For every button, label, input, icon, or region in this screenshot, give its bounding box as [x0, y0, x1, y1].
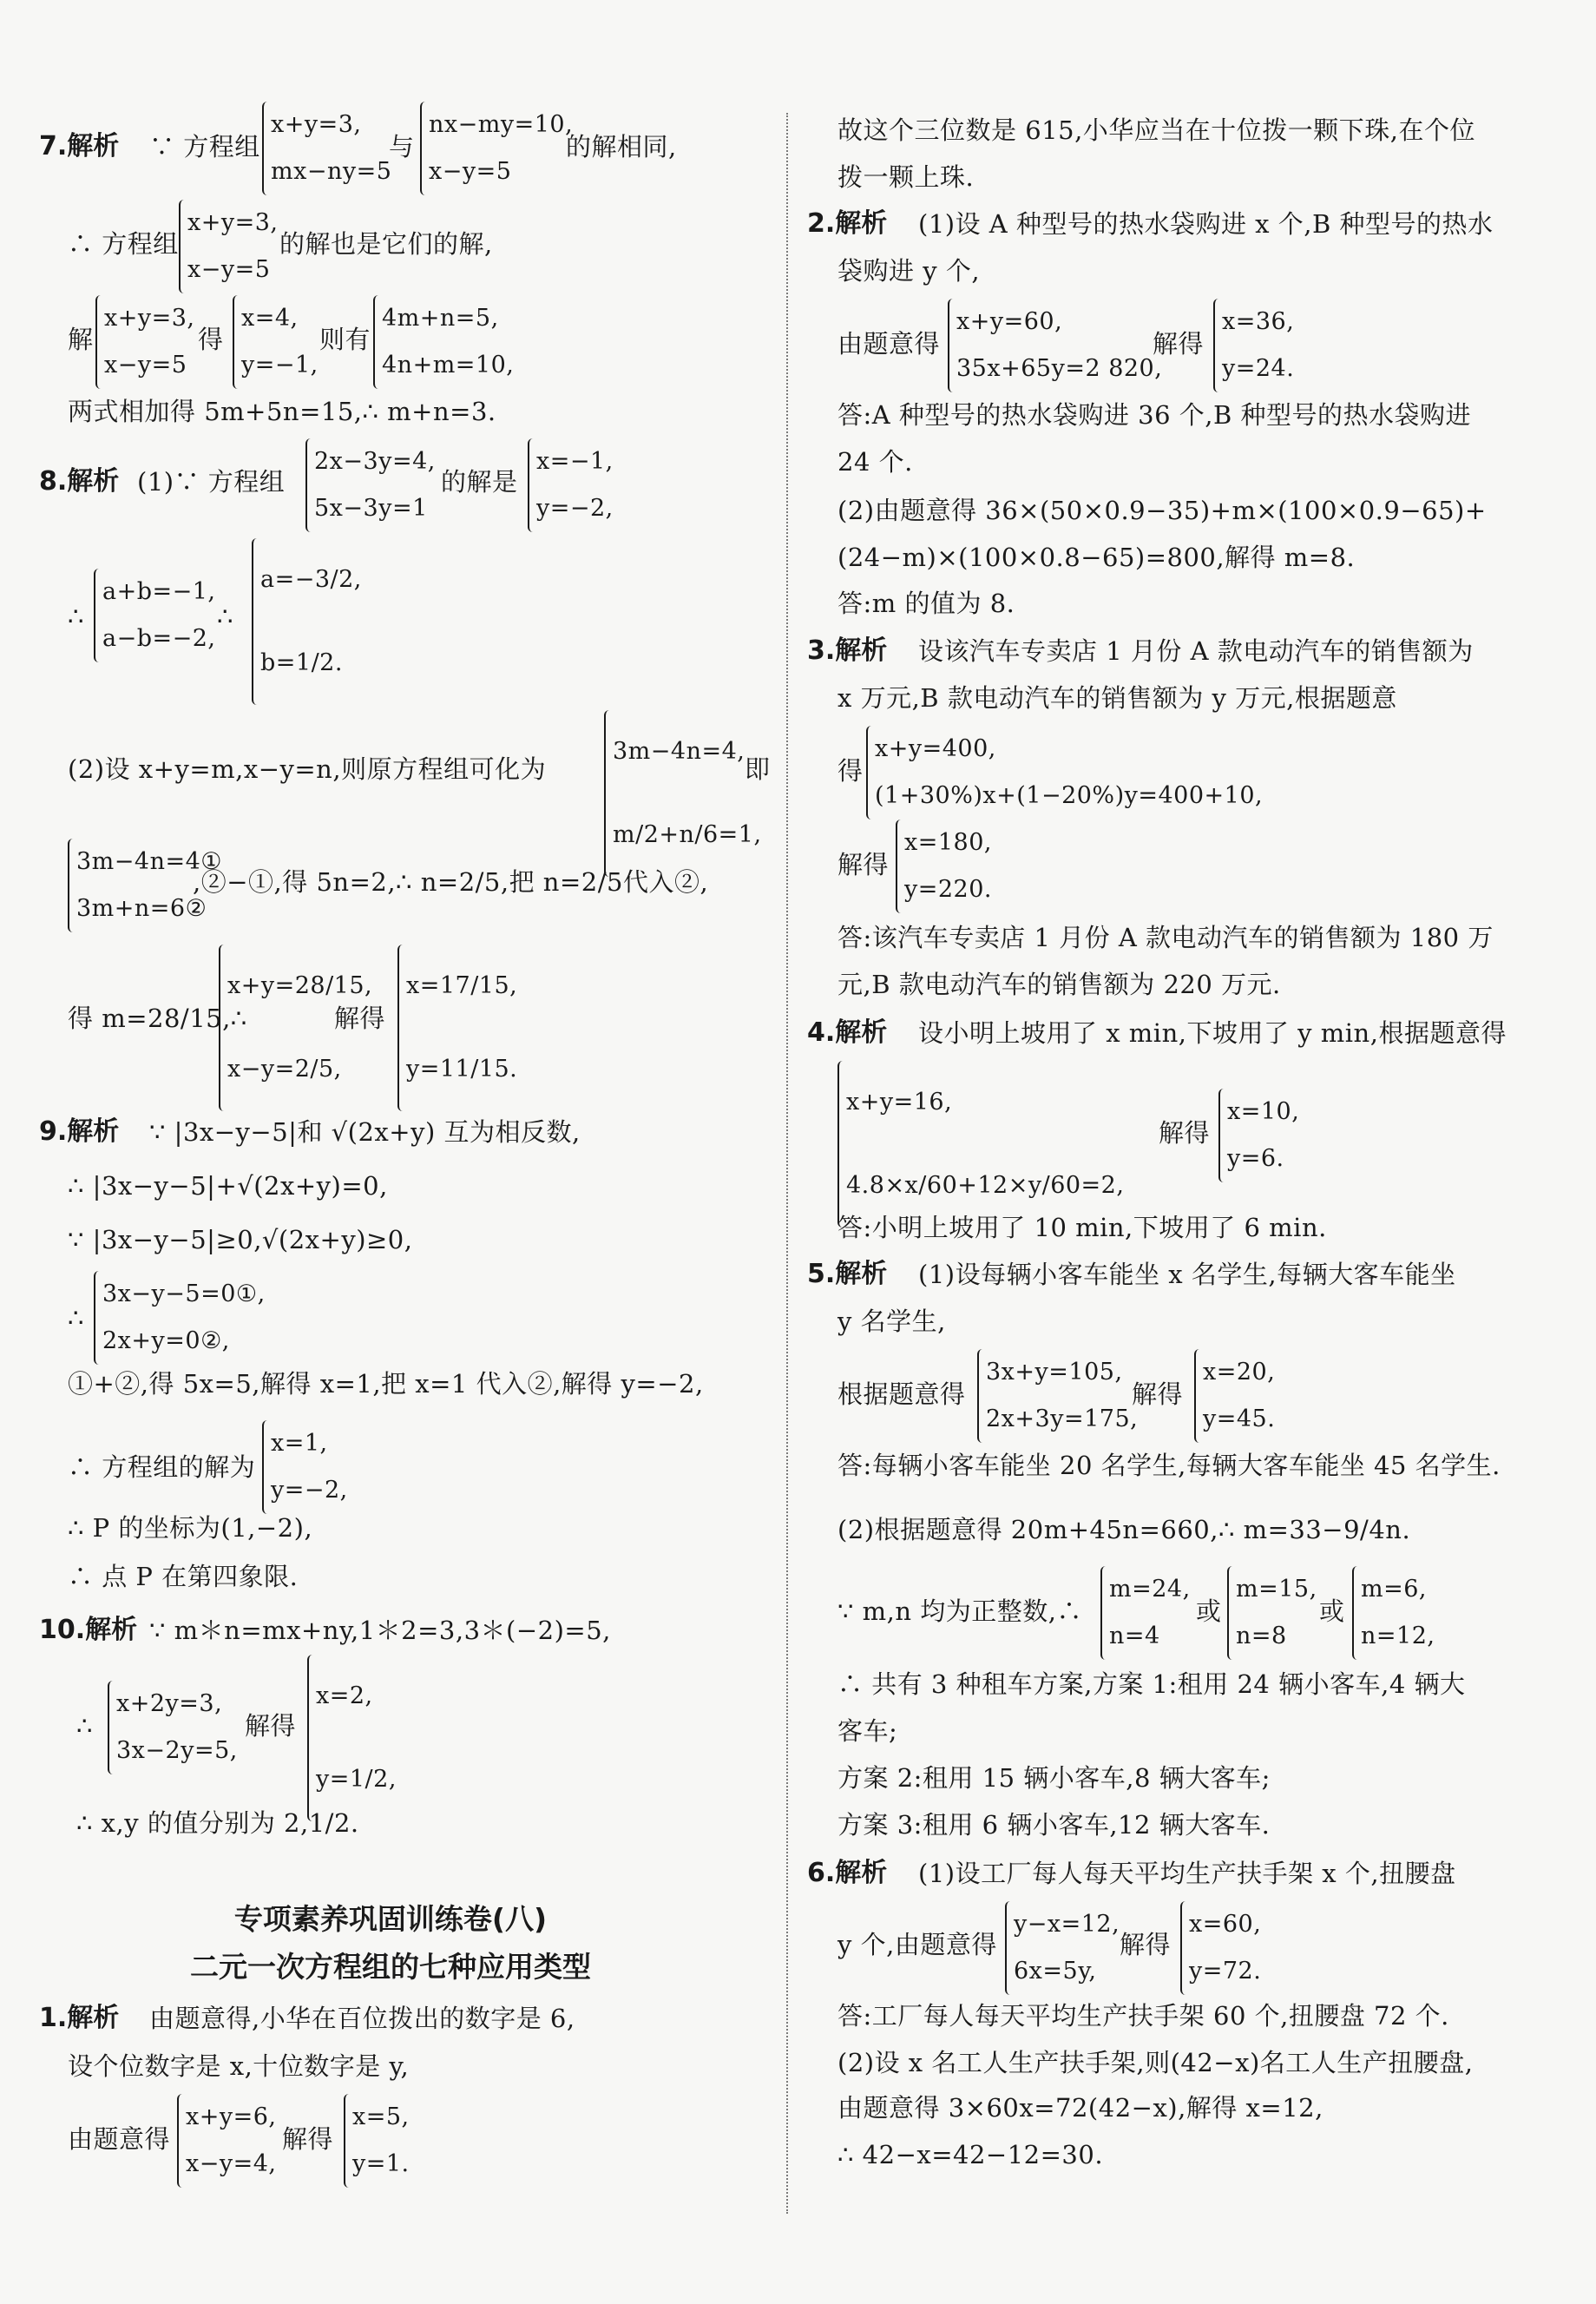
text-line: (1)设 A 种型号的热水袋购进 x 个,B 种型号的热水 [918, 209, 1494, 239]
text-line: (2)由题意得 36×(50×0.9−35)+m×(100×0.9−65)+ [837, 496, 1487, 525]
text-line: 解得 [837, 850, 890, 879]
text-line: 由题意得 [837, 329, 941, 359]
text-line: 得 [837, 756, 864, 786]
text-line: (1)∵ 方程组 [137, 467, 286, 497]
text-line: 方案 3:租用 6 辆小客车,12 辆大客车. [837, 1810, 1271, 1840]
text-line: 答:工厂每人每天平均生产扶手架 60 个,扭腰盘 72 个. [837, 2001, 1449, 2031]
text-line: (2)设 x+y=m,x−y=n,则原方程组可化为 [68, 754, 547, 784]
text-line: 客车; [837, 1716, 898, 1746]
equation-system: m=6, n=12, [1352, 1566, 1435, 1660]
question-6-label: 6.解析 [807, 1858, 888, 1888]
text-line: 的解是 [441, 467, 518, 497]
text-line: 根据题意得 [837, 1379, 966, 1409]
equation-system: a=−3/2, b=1/2. [252, 538, 362, 705]
text-line: (2)根据题意得 20m+45n=660,∴ m=33−9/4n. [837, 1515, 1411, 1544]
text-line: 设个位数字是 x,十位数字是 y, [68, 2051, 410, 2081]
text-line: 或 [1319, 1596, 1345, 1626]
equation-system: x+y=400, (1+30%)x+(1−20%)y=400+10, [866, 726, 1263, 820]
text-line: 方案 2:租用 15 辆小客车,8 辆大客车; [837, 1763, 1271, 1793]
equation-system: x=2, y=1/2, [307, 1655, 397, 1821]
text-line: 答:A 种型号的热水袋购进 36 个,B 种型号的热水袋购进 [837, 400, 1472, 430]
equation-system: 2x−3y=4, 5x−3y=1 [305, 438, 436, 532]
question-3-label: 3.解析 [807, 635, 888, 666]
text-line: 解得 [1132, 1379, 1184, 1409]
equation-system: x=20, y=45. [1194, 1349, 1275, 1443]
equation-system: x=60, y=72. [1180, 1901, 1261, 1995]
column-divider [786, 113, 788, 2214]
text-line: ∵ |3x−y−5|≥0,√(2x+y)≥0, [68, 1225, 413, 1254]
text-line: ∴ P 的坐标为(1,−2), [68, 1513, 313, 1543]
equation-system: a+b=−1, a−b=−2, [94, 569, 216, 662]
text-line: 的解也是它们的解, [279, 229, 493, 259]
text-line: ∴ [68, 1303, 84, 1333]
equation-system: x=17/15, y=11/15. [397, 945, 517, 1111]
equation-system: 3x+y=105, 2x+3y=175, [977, 1349, 1138, 1443]
text-line: ∴ 共有 3 种租车方案,方案 1:租用 24 辆小客车,4 辆大 [837, 1669, 1466, 1699]
text-line: 元,B 款电动汽车的销售额为 220 万元. [837, 970, 1281, 999]
text-line: (1)设工厂每人每天平均生产扶手架 x 个,扭腰盘 [918, 1859, 1456, 1888]
equation-system: y−x=12, 6x=5y, [1005, 1901, 1120, 1995]
text-line: 则有 [319, 325, 371, 354]
text-line: 解得 [245, 1711, 297, 1741]
equation-system: x=4, y=−1, [233, 295, 319, 389]
text-line: 得 [198, 325, 224, 354]
text-line: ∵ 方程组 [149, 132, 260, 161]
text-line: y 名学生, [837, 1307, 946, 1336]
text-line: 解得 [1120, 1930, 1172, 1959]
text-line: ∴ [76, 1711, 93, 1741]
equation-system: x+y=28/15, x−y=2/5, [219, 945, 372, 1111]
equation-system: x+y=16, 4.8×x/60+12×y/60=2, [837, 1061, 1124, 1228]
problem-10-label: 10.解析 [39, 1615, 138, 1645]
text-line: 由题意得,小华在百位拨出的数字是 6, [149, 2004, 575, 2033]
question-1-label: 1.解析 [39, 2003, 120, 2033]
equation-system: 3x−y−5=0①, 2x+y=0②, [94, 1271, 266, 1365]
text-line: 24 个. [837, 447, 913, 477]
text-line: y 个,由题意得 [837, 1930, 997, 1959]
text-line: ∴ [68, 602, 84, 631]
text-line: ∴ 42−x=42−12=30. [837, 2140, 1104, 2169]
equation-system: x+y=6, x−y=4, [177, 2094, 277, 2188]
text-line: 由题意得 [68, 2124, 171, 2154]
text-line: ∴ |3x−y−5|+√(2x+y)=0, [68, 1171, 388, 1201]
question-2-label: 2.解析 [807, 208, 888, 239]
text-line: 解得 [334, 1004, 386, 1033]
text-line: (2)设 x 名工人生产扶手架,则(42−x)名工人生产扭腰盘, [837, 2048, 1474, 2077]
equation-system: x+y=60, 35x+65y=2 820, [948, 299, 1162, 392]
problem-9-label: 9.解析 [39, 1116, 120, 1147]
text-line: 由题意得 3×60x=72(42−x),解得 x=12, [837, 2093, 1323, 2123]
equation-system: 3m−4n=4, m/2+n/6=1, [604, 710, 762, 877]
text-line: 设小明上坡用了 x min,下坡用了 y min,根据题意得 [918, 1018, 1507, 1048]
text-line: 得 m=28/15,∴ [68, 1004, 247, 1033]
text-line: 的解相同, [566, 132, 677, 161]
text-line: 答:m 的值为 8. [837, 589, 1015, 618]
text-line: 拨一颗上珠. [837, 162, 975, 192]
equation-system: x+y=3, x−y=5 [179, 200, 279, 293]
text-line: 故这个三位数是 615,小华应当在十位拨一颗下珠,在个位 [837, 115, 1476, 145]
section-subtitle: 二元一次方程组的七种应用类型 [190, 1950, 591, 1984]
equation-system: x+y=3, x−y=5 [95, 295, 195, 389]
text-line: 或 [1196, 1596, 1222, 1626]
text-line: ∵ m,n 均为正整数,∴ [837, 1596, 1083, 1626]
text-line: 两式相加得 5m+5n=15,∴ m+n=3. [68, 397, 496, 426]
text-line: (24−m)×(100×0.8−65)=800,解得 m=8. [837, 543, 1356, 572]
text-line: ∵ m＊n=mx+ny,1＊2=3,3＊(−2)=5, [149, 1616, 611, 1645]
text-line: ∴ [217, 602, 233, 631]
equation-system: x=1, y=−2, [262, 1420, 348, 1514]
equation-system: m=24, n=4 [1100, 1566, 1191, 1660]
equation-system: nx−my=10, x−y=5 [420, 102, 573, 195]
text-line: 解 [68, 325, 94, 354]
text-line: 答:该汽车专卖店 1 月份 A 款电动汽车的销售额为 180 万 [837, 923, 1494, 952]
text-line: ,②−①,得 5n=2,∴ n=2/5,把 n=2/5代入②, [193, 867, 709, 897]
text-line: 解得 [282, 2124, 334, 2154]
equation-system: x=180, y=220. [896, 820, 992, 913]
equation-system: x+y=3, mx−ny=5 [262, 102, 391, 195]
section-title: 专项素养巩固训练卷(八) [233, 1902, 548, 1936]
equation-system: m=15, n=8 [1227, 1566, 1317, 1660]
text-line: ∴ x,y 的值分别为 2,1/2. [76, 1808, 359, 1838]
text-line: ∴ 点 P 在第四象限. [68, 1562, 299, 1591]
equation-system: x=10, y=6. [1218, 1089, 1299, 1182]
text-line: ∵ |3x−y−5|和 √(2x+y) 互为相反数, [149, 1117, 581, 1147]
text-line: 袋购进 y 个, [837, 256, 981, 286]
question-5-label: 5.解析 [807, 1259, 888, 1289]
text-line: ∴ 方程组的解为 [68, 1452, 256, 1482]
equation-system: 3m−4n=4① 3m+n=6② [68, 839, 222, 932]
equation-system: x+2y=3, 3x−2y=5, [108, 1681, 238, 1774]
equation-system: x=−1, y=−2, [528, 438, 614, 532]
question-4-label: 4.解析 [807, 1017, 888, 1048]
equation-system: x=5, y=1. [344, 2094, 410, 2188]
problem-7-label: 7.解析 [39, 131, 120, 161]
text-line: 与 [389, 132, 415, 161]
text-line: (1)设每辆小客车能坐 x 名学生,每辆大客车能坐 [918, 1260, 1456, 1289]
text-line: 答:小明上坡用了 10 min,下坡用了 6 min. [837, 1213, 1327, 1242]
equation-system: x=36, y=24. [1213, 299, 1294, 392]
text-line: 即 [745, 754, 771, 784]
problem-8-label: 8.解析 [39, 466, 120, 497]
text-line: x 万元,B 款电动汽车的销售额为 y 万元,根据题意 [837, 683, 1397, 713]
text-line: ∴ 方程组 [68, 229, 179, 259]
text-line: 解得 [1159, 1118, 1211, 1148]
text-line: 设该汽车专卖店 1 月份 A 款电动汽车的销售额为 [918, 636, 1474, 666]
text-line: ①+②,得 5x=5,解得 x=1,把 x=1 代入②,解得 y=−2, [68, 1369, 704, 1399]
text-line: 答:每辆小客车能坐 20 名学生,每辆大客车能坐 45 名学生. [837, 1451, 1501, 1480]
equation-system: 4m+n=5, 4n+m=10, [373, 295, 514, 389]
text-line: 解得 [1153, 329, 1205, 359]
